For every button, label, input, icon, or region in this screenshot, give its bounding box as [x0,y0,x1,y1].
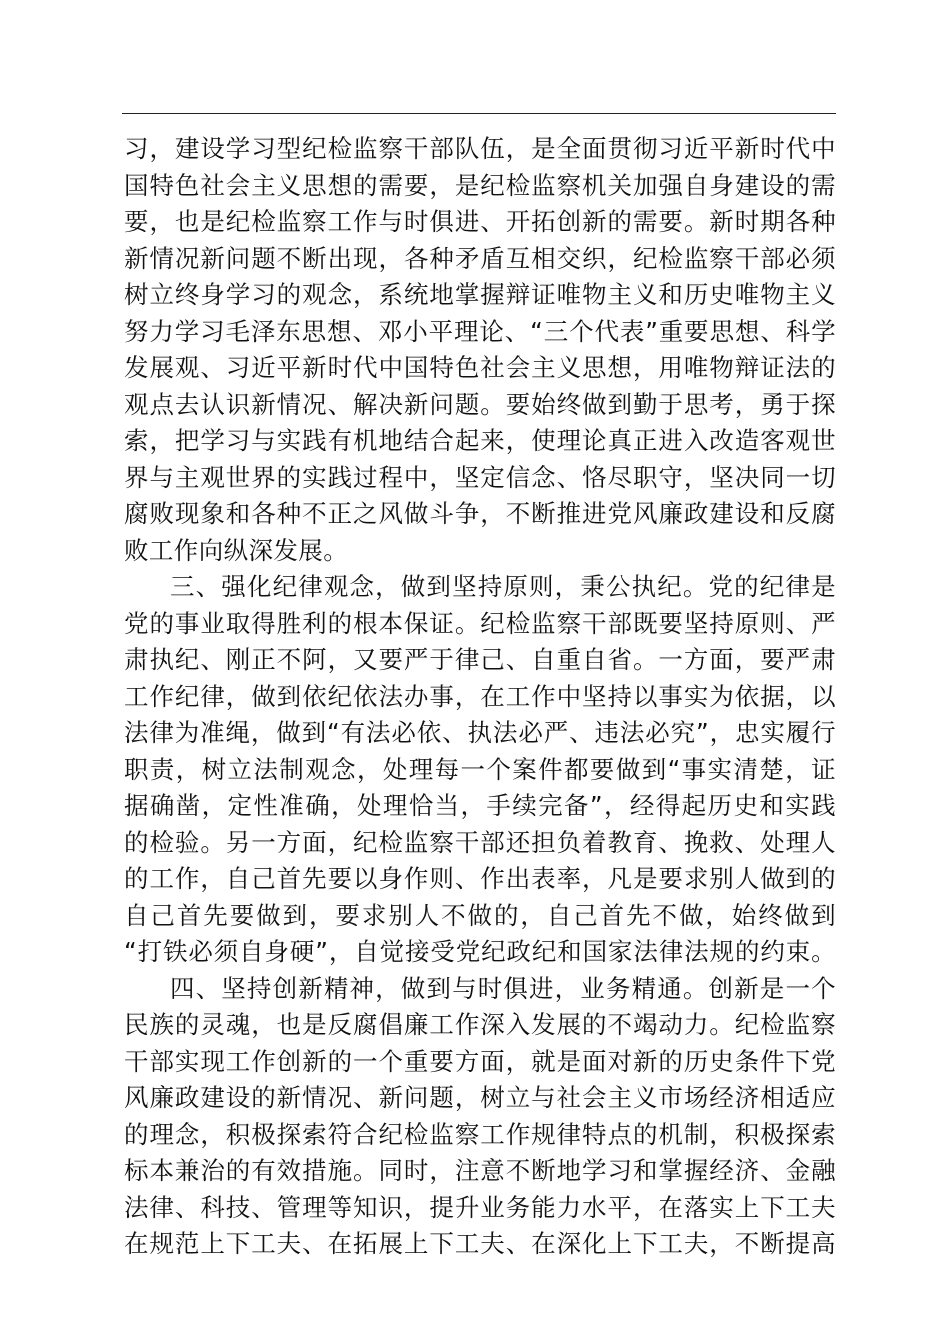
text-line-23: “打铁必须自身硬”，自觉接受党纪政纪和国家法律法规的约束。 [124,937,836,966]
text-line-20: 的检验。另一方面，纪检监察干部还担负着教育、挽救、处理人 [124,828,836,857]
text-line-8: 观点去认识新情况、解决新问题。要始终做到勤于思考，勇于探 [124,390,836,419]
text-line-19: 据确凿，定性准确，处理恰当，手续完备”，经得起历史和实践 [124,791,836,820]
text-line-10: 界与主观世界的实践过程中，坚定信念、恪尽职守，坚决同一切 [124,463,836,492]
text-line-31: 在规范上下工夫、在拓展上下工夫、在深化上下工夫，不断提高 [124,1229,836,1258]
text-line-14: 党的事业取得胜利的根本保证。纪检监察干部既要坚持原则、严 [124,609,836,638]
text-line-21: 的工作，自己首先要以身作则、作出表率，凡是要求别人做到的 [124,864,836,893]
text-line-18: 职责，树立法制观念，处理每一个案件都要做到“事实清楚，证 [124,755,836,784]
text-line-16: 工作纪律，做到依纪依法办事，在工作中坚持以事实为依据，以 [124,682,836,711]
text-line-17: 法律为准绳，做到“有法必依、执法必严、违法必究”，忠实履行 [124,718,836,747]
text-line-4: 新情况新问题不断出现，各种矛盾互相交织，纪检监察干部必须 [124,244,836,273]
text-line-27: 风廉政建设的新情况、新问题，树立与社会主义市场经济相适应 [124,1083,836,1112]
text-line-30: 法律、科技、管理等知识，提升业务能力水平，在落实上下工夫 [124,1193,836,1222]
header-rule [122,113,836,114]
text-line-25: 民族的灵魂，也是反腐倡廉工作深入发展的不竭动力。纪检监察 [124,1010,836,1039]
paragraph-4-first-line: 四、坚持创新精神，做到与时俱进，业务精通。创新是一个 [170,974,836,1003]
text-line-2: 国特色社会主义思想的需要，是纪检监察机关加强自身建设的需 [124,171,836,200]
text-line-28: 的理念，积极探索符合纪检监察工作规律特点的机制，积极探索 [124,1120,836,1149]
text-line-15: 肃执纪、刚正不阿，又要严于律己、自重自省。一方面，要严肃 [124,645,836,674]
text-line-11: 腐败现象和各种不正之风做斗争，不断推进党风廉政建设和反腐 [124,499,836,528]
text-line-12: 败工作向纵深发展。 [124,536,349,565]
paragraph-3-first-line: 三、强化纪律观念，做到坚持原则，秉公执纪。党的纪律是 [170,572,836,601]
text-line-22: 自己首先要做到，要求别人不做的，自己首先不做，始终做到 [124,901,836,930]
text-line-3: 要，也是纪检监察工作与时俱进、开拓创新的需要。新时期各种 [124,207,836,236]
text-line-29: 标本兼治的有效措施。同时，注意不断地学习和掌握经济、金融 [124,1156,836,1185]
text-line-7: 发展观、习近平新时代中国特色社会主义思想，用唯物辩证法的 [124,353,836,382]
text-line-26: 干部实现工作创新的一个重要方面，就是面对新的历史条件下党 [124,1047,836,1076]
text-line-1: 习，建设学习型纪检监察干部队伍，是全面贯彻习近平新时代中 [124,134,836,163]
text-line-5: 树立终身学习的观念，系统地掌握辩证唯物主义和历史唯物主义 [124,280,836,309]
text-line-6: 努力学习毛泽东思想、邓小平理论、“三个代表”重要思想、科学 [124,317,836,346]
text-line-9: 索，把学习与实践有机地结合起来，使理论真正进入改造客观世 [124,426,836,455]
